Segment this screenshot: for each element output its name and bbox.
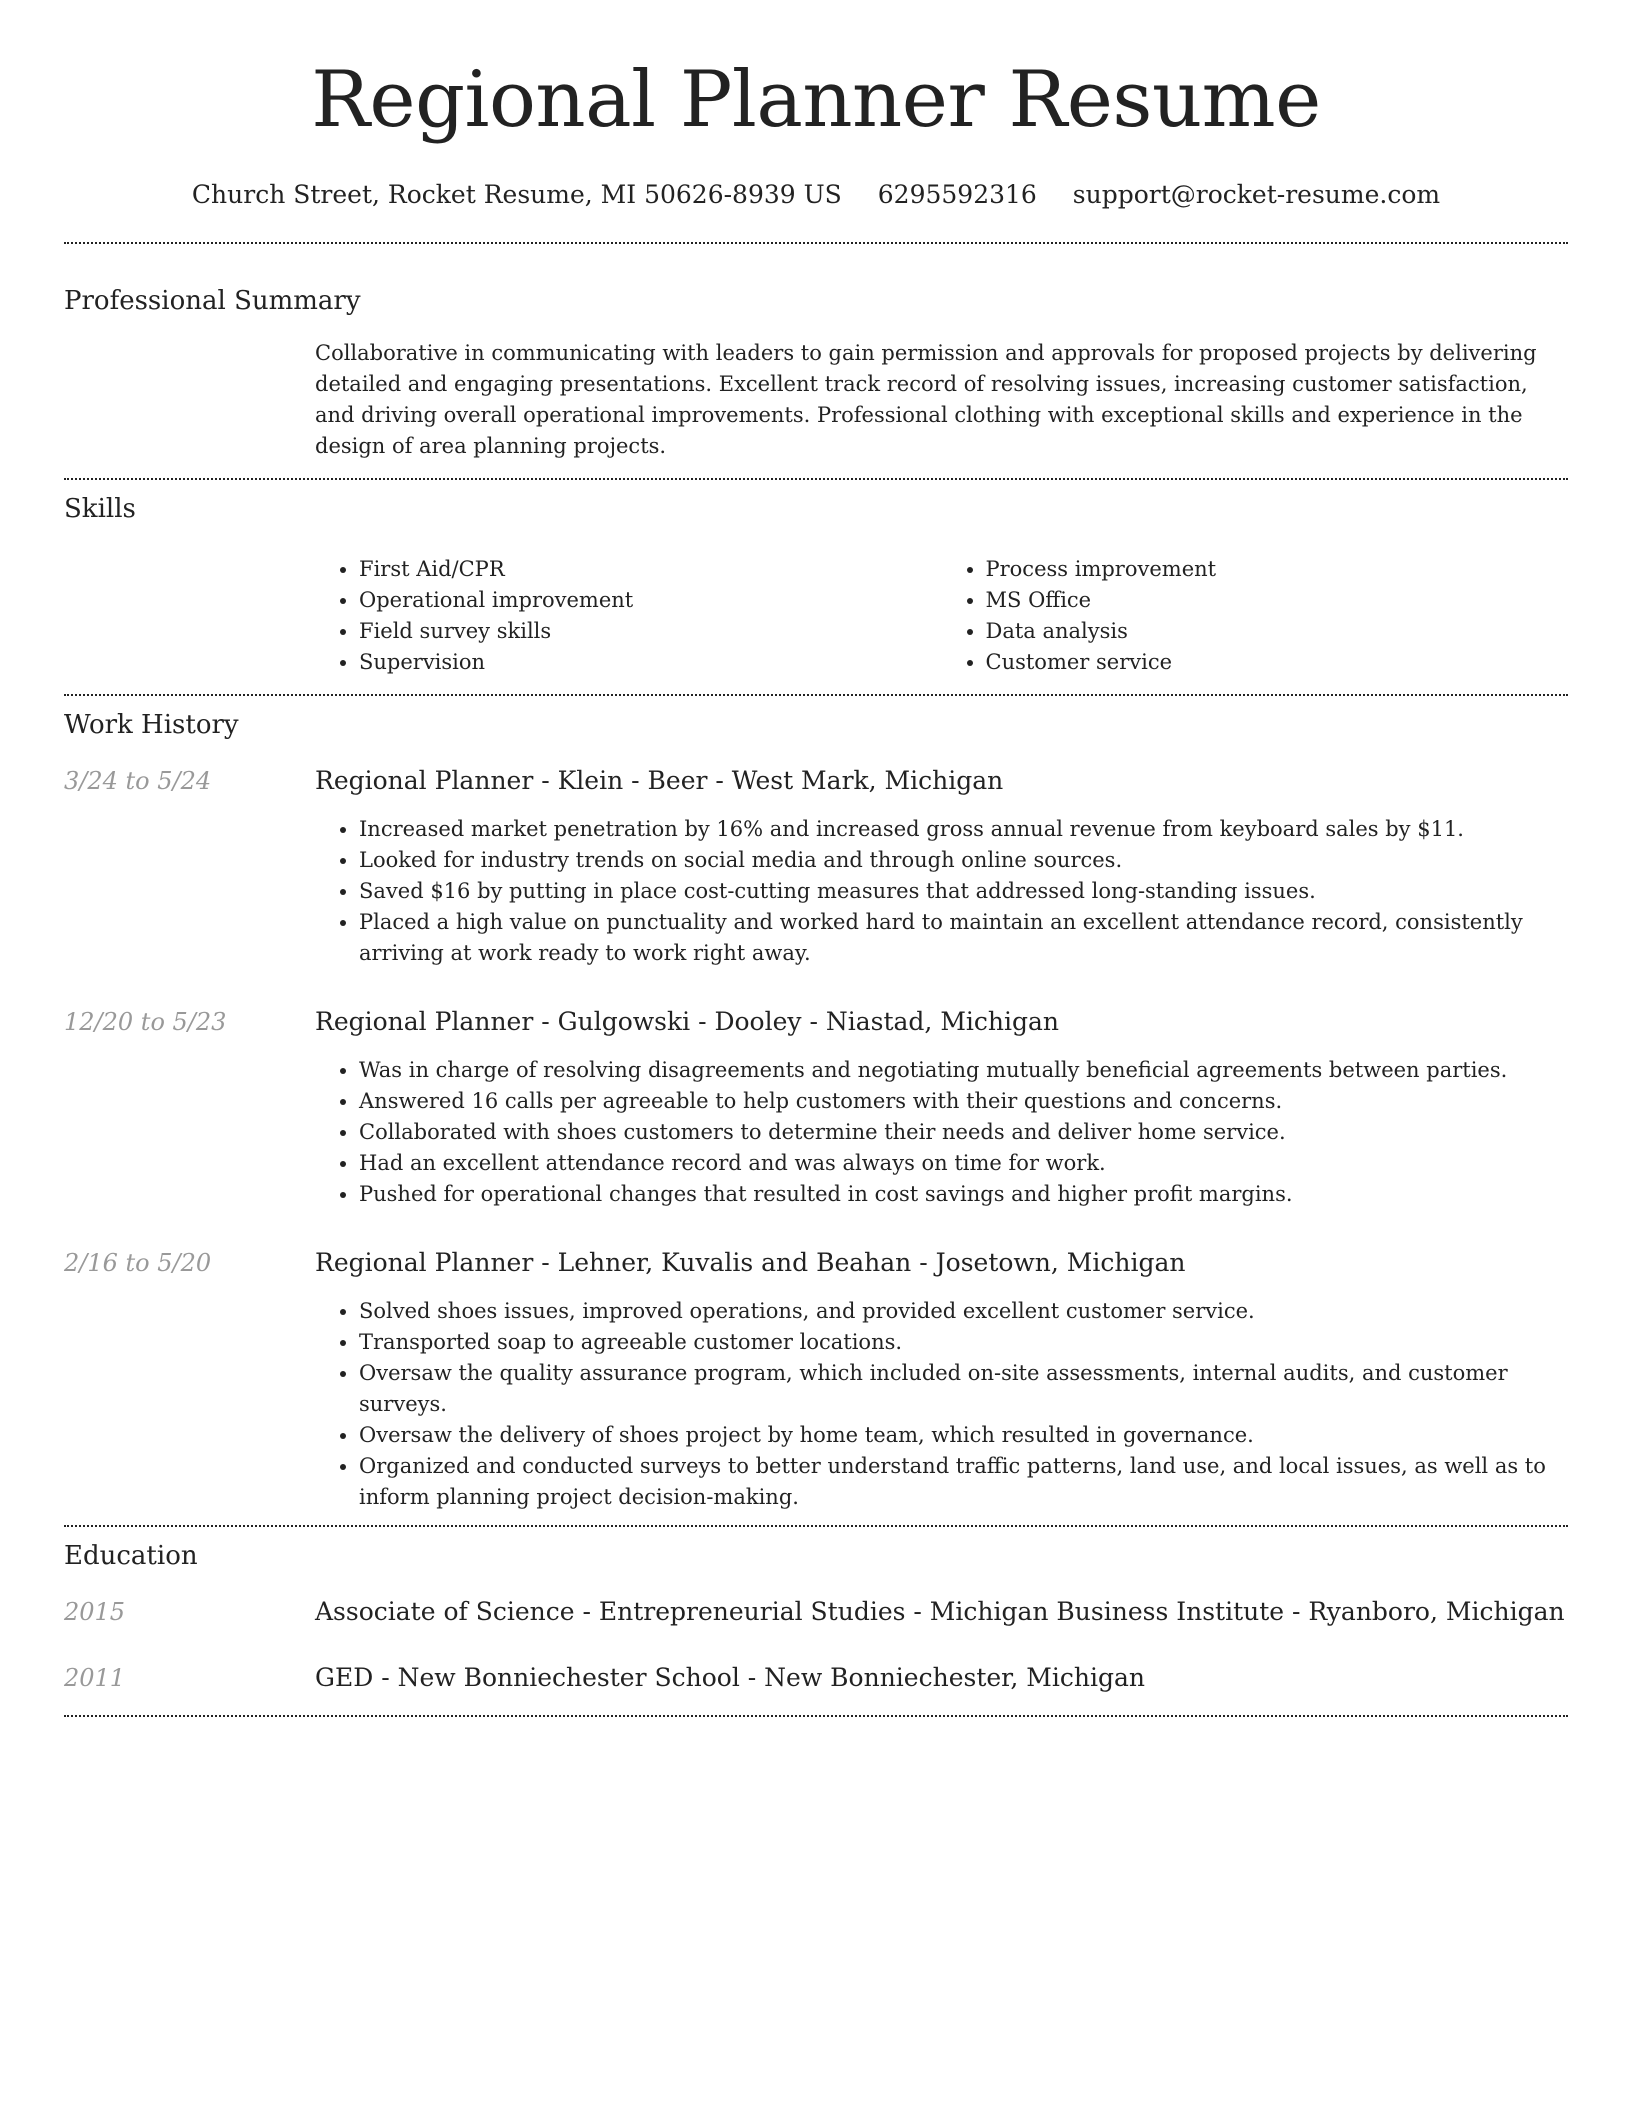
skills-column-right (942, 554, 1569, 678)
job-bullet: • Transported soap to agreeable customer locations. (359, 1327, 1568, 1358)
job-title: Regional Planner - Klein - Beer - West Mark, Michigan (315, 766, 1004, 795)
job-body (315, 1005, 1568, 1210)
job-bullets (315, 1296, 1568, 1513)
job-bullet: • Organized and conducted surveys to better understand traffic patterns, land use, and local issues, as well as to inform planning project decision-making. (359, 1451, 1568, 1513)
job-bullet: • Solved shoes issues, improved operations, and provided excellent customer service. (359, 1296, 1568, 1327)
skill-item: • Operational improvement (359, 585, 942, 616)
work-heading: Work History (64, 710, 239, 740)
job-body (315, 764, 1568, 969)
divider (64, 1525, 1568, 1527)
skill-item: • MS Office (986, 585, 1569, 616)
job-bullet: • Oversaw the quality assurance program, which included on-site assessments, internal audits, and customer surveys. (359, 1358, 1568, 1420)
job-bullet: • Increased market penetration by 16% and increased gross annual revenue from keyboard sales by $11. (359, 814, 1568, 845)
skill-item: • Process improvement (986, 554, 1569, 585)
job-bullet: • Had an excellent attendance record and was always on time for work. (359, 1148, 1568, 1179)
education-heading: Education (64, 1541, 198, 1571)
job-bullet: • Was in charge of resolving disagreements and negotiating mutually beneficial agreements between parties. (359, 1055, 1568, 1086)
job-entry (64, 1005, 1568, 1210)
job-bullet: • Collaborated with shoes customers to determine their needs and deliver home service. (359, 1117, 1568, 1148)
skills-column-left (315, 554, 942, 678)
resume-page (64, 0, 1568, 1717)
education-text: GED - New Bonniechester School - New Bonniechester, Michigan (315, 1663, 1145, 1692)
skills-grid (315, 554, 1568, 678)
email-text: support@rocket-resume.com (1072, 180, 1441, 209)
divider (64, 694, 1568, 696)
skill-item: • Customer service (986, 647, 1569, 678)
skills-section (64, 492, 1568, 678)
job-entry (64, 764, 1568, 969)
work-section (64, 708, 1568, 1513)
summary-heading: Professional Summary (64, 286, 361, 316)
summary-section (64, 284, 1568, 462)
skill-item: • First Aid/CPR (359, 554, 942, 585)
education-entry (64, 1595, 1568, 1629)
skill-item: • Field survey skills (359, 616, 942, 647)
education-year: 2015 (64, 1598, 126, 1626)
education-text: Associate of Science - Entrepreneurial Studies - Michigan Business Institute - Ryanboro, Michigan (315, 1597, 1565, 1626)
job-bullet: • Oversaw the delivery of shoes project by home team, which resulted in governance. (359, 1420, 1568, 1451)
divider (64, 478, 1568, 480)
summary-text: Collaborative in communicating with leaders to gain permission and approvals for proposed projects by delivering detailed and engaging presentations. Excellent track record of resolving issues, increasing customer satisfaction, and driving overall operational improvements. Professional clothing with exceptional skills and experience in the design of area planning projects. (315, 341, 1537, 458)
contact-line (64, 178, 1568, 212)
job-bullets (315, 814, 1568, 969)
job-dates: 3/24 to 5/24 (64, 767, 212, 795)
education-entry (64, 1661, 1568, 1695)
job-title: Regional Planner - Gulgowski - Dooley - Niastad, Michigan (315, 1007, 1060, 1036)
job-title: Regional Planner - Lehner, Kuvalis and Beahan - Josetown, Michigan (315, 1248, 1186, 1277)
job-dates: 2/16 to 5/20 (64, 1249, 212, 1277)
page-title: Regional Planner Resume (311, 55, 1321, 145)
job-bullet: • Answered 16 calls per agreeable to help customers with their questions and concerns. (359, 1086, 1568, 1117)
job-body (315, 1246, 1568, 1513)
job-entry (64, 1246, 1568, 1513)
job-dates: 12/20 to 5/23 (64, 1008, 227, 1036)
divider (64, 242, 1568, 244)
job-bullet: • Looked for industry trends on social media and through online sources. (359, 845, 1568, 876)
job-bullet: • Placed a high value on punctuality and worked hard to maintain an excellent attendance record, consistently arriving at work ready to work right away. (359, 907, 1568, 969)
divider (64, 1715, 1568, 1717)
skill-item: • Data analysis (986, 616, 1569, 647)
job-bullet: • Saved $16 by putting in place cost-cutting measures that addressed long-standing issues. (359, 876, 1568, 907)
job-bullets (315, 1055, 1568, 1210)
address-text: Church Street, Rocket Resume, MI 50626-8939 US (191, 180, 842, 209)
education-year: 2011 (64, 1664, 126, 1692)
education-section (64, 1539, 1568, 1695)
phone-text: 6295592316 (877, 180, 1037, 209)
skill-item: • Supervision (359, 647, 942, 678)
job-bullet: • Pushed for operational changes that resulted in cost savings and higher profit margins. (359, 1179, 1568, 1210)
skills-heading: Skills (64, 494, 136, 524)
